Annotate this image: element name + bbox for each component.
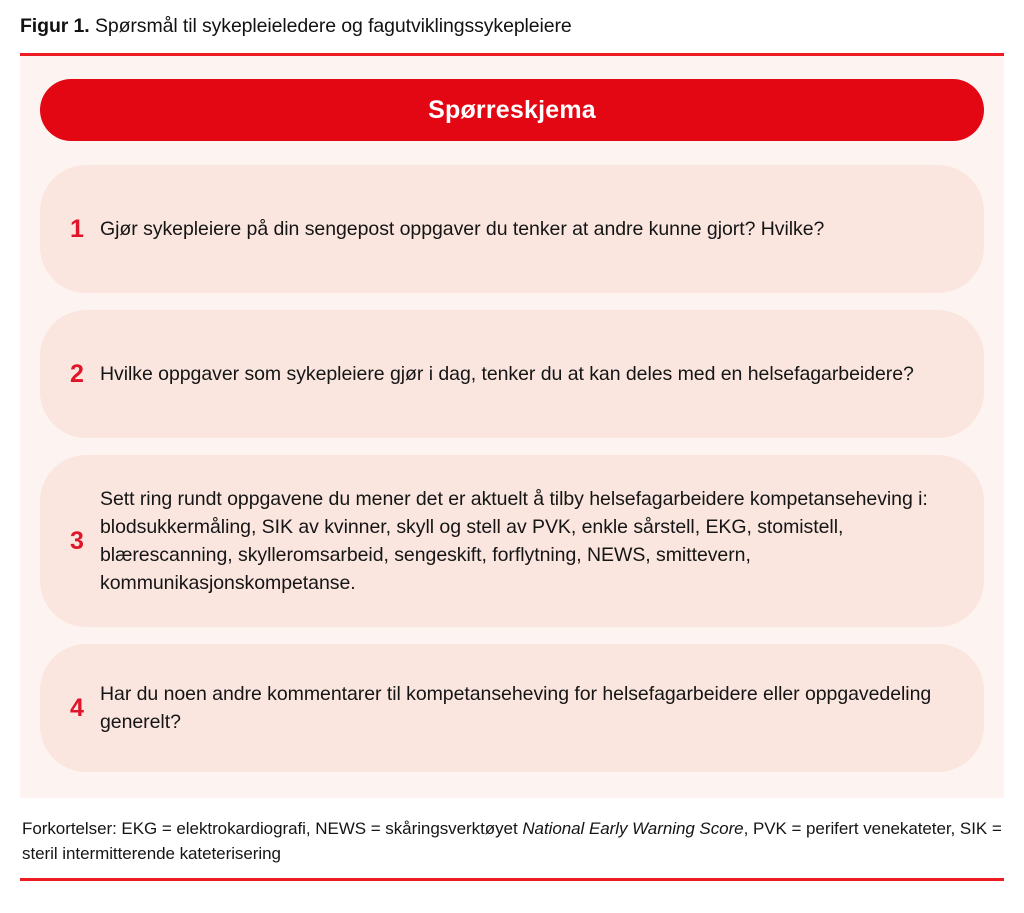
question-item bbox=[40, 644, 984, 772]
questionnaire-panel bbox=[20, 56, 1004, 798]
question-number: 3 bbox=[70, 526, 84, 555]
footnote-part-one: Forkortelser: EKG = elektrokardiografi, NEWS = skåringsverktøyet bbox=[22, 819, 523, 838]
footnote-part-two: , PVK = perifert venekateter, SIK = steril intermitterende kateterisering bbox=[22, 819, 1002, 863]
question-text: Har du noen andre kommentarer til kompetanseheving for helsefagarbeidere eller oppgavedeling generelt? bbox=[100, 683, 932, 733]
question-item bbox=[40, 455, 984, 627]
caption-label: Figur 1. bbox=[20, 15, 90, 37]
question-text: Hvilke oppgaver som sykepleiere gjør i dag, tenker du at kan deles med en helsefagarbeidere? bbox=[100, 363, 914, 385]
question-text: Sett ring rundt oppgavene du mener det er aktuelt å tilby helsefagarbeidere kompetanseheving i: blodsukkermåling, SIK av kvinner, skyll og stell av PVK, enkle sårstell, EKG, stomistell, blærescanning, skylleromsarbeid, sengeskift, forflytning, NEWS, smittevern, kommunikasjonskompetanse. bbox=[100, 488, 928, 594]
footnote-italic-term: National Early Warning Score bbox=[522, 819, 744, 838]
bottom-divider-rule bbox=[20, 878, 1004, 881]
abbreviations-footnote bbox=[20, 798, 1004, 866]
figure-caption bbox=[0, 0, 1024, 39]
banner-title: Spørreskjema bbox=[428, 95, 596, 124]
question-item bbox=[40, 165, 984, 293]
banner-header bbox=[40, 79, 984, 141]
question-list bbox=[40, 165, 984, 772]
question-number: 2 bbox=[70, 359, 84, 388]
caption-text: Spørsmål til sykepleieledere og fagutviklingssykepleiere bbox=[89, 15, 572, 37]
question-text: Gjør sykepleiere på din sengepost oppgaver du tenker at andre kunne gjort? Hvilke? bbox=[100, 218, 825, 240]
question-number: 4 bbox=[70, 693, 84, 722]
question-number: 1 bbox=[70, 214, 84, 243]
question-item bbox=[40, 310, 984, 438]
